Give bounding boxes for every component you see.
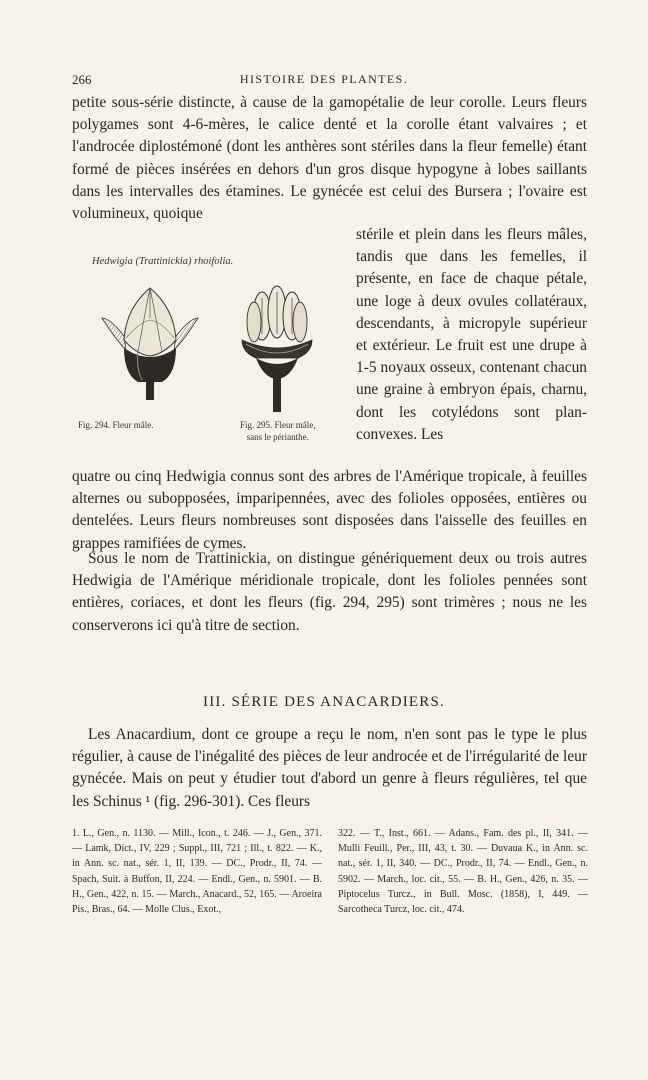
footnote-left-column: 1. L., Gen., n. 1130. — Mill., Icon., t. 246. — J., Gen., 371. — Lamk, Dict., IV, 229 ; Suppl., III, 721 ; Ill., t. 822. — K., in Ann. sc. nat., sér. 1, II, 139. — DC., Prodr., II, 74. — Spach, Suit. à Buffon, II, 224. — Endl., Gen., n. 5901. — B. H., Gen., 422, n. 15. — March., Anacard., 52, 165. — Aroeira Pis., Bras., 64. — Molle Clus., Exot., — [72, 828, 322, 916]
fig-294-caption: Fig. 294. Fleur mâle. — [78, 420, 154, 430]
fig-294-flower-illustration — [96, 278, 206, 408]
footnote-right-column: 322. — T., Inst., 661. — Adans., Fam. des pl., II, 341. — Mulli Feuill., Per., III, 43, t. 30. — Duvaua K., in Ann. sc. nat., sér. 1, II, 340. — DC., Prodr., II, 74. — Endl., Gen., n. 5902. — March., loc. cit., 55. — B. H., Gen., 426, n. 35. — Piptocelus Turcz., in Bull. Mosc. (1858), I, 449. — Sarcotheca Turcz, loc. cit., 474. — [338, 828, 588, 916]
fig-295-caption — [240, 419, 316, 443]
fig-295-caption-line-1: Fig. 295. Fleur mâle, — [240, 420, 316, 430]
wrapped-paragraph: stérile et plein dans les fleurs mâles, tandis que dans les femelles, il présente, en face de chaque pétale, une loge à deux ovules collatéraux, descendants, à micropyle supérieur et extérieur. Le fruit est une drupe à 1-5 noyaux osseux, contenant chacun une graine à embryon épais, charnu, dont les cotylédons sont plan-convexes. Les — [356, 226, 587, 443]
page-number: 266 — [72, 72, 92, 87]
paragraph-4: Les Anacardium, dont ce groupe a reçu le nom, n'en sont pas le type le plus régulier, à cause de l'inégalité des pièces de leur androcée et de l'irrégularité de leur gynécée. Mais on peut y étudier tout d'abord un genre à fleurs régulières, tel que les Schinus ¹ (fig. 296-301). Ces fleurs — [72, 726, 587, 810]
figure-title: Hedwigia (Trattinickia) rhoifolia. — [92, 256, 234, 267]
paragraph-1: petite sous-série distincte, à cause de la gamopétalie de leur corolle. Leurs fleurs polygames sont 4-6-mères, le calice denté et la corolle étant valvaires ; et l'androcée diplostémoné (dont les anthères sont stériles dans la fleur femelle) étant formé de pièces insérées en dehors d'un gros disque hypogyne à lobes saillants dans les intervalles des étamines. Le gynécée est celui des Bursera ; l'ovaire est volumineux, quoique — [72, 94, 587, 223]
running-head: HISTOIRE DES PLANTES. — [239, 72, 409, 86]
section-heading: III. SÉRIE DES ANACARDIERS. — [203, 694, 445, 710]
fig-295-flower-illustration — [232, 278, 322, 418]
paragraph-2: quatre ou cinq Hedwigia connus sont des arbres de l'Amérique tropicale, à feuilles alternes ou subopposées, imparipennées, avec des folioles opposées, entières ou dentelées. Leurs fleurs nombreuses sont disposées dans l'aisselle des feuilles en grappes ramifiées de cymes. — [72, 468, 587, 552]
paragraph-3: Sous le nom de Trattinickia, on distingue génériquement deux ou trois autres Hedwigia de l'Amérique méridionale tropicale, dont les folioles pennées sont entières, coriaces, et dont les fleurs (fig. 294, 295) sont trimères ; nous ne les conserverons ici qu'à titre de section. — [72, 550, 587, 634]
fig-295-caption-line-2: sans le périanthe. — [246, 432, 309, 442]
